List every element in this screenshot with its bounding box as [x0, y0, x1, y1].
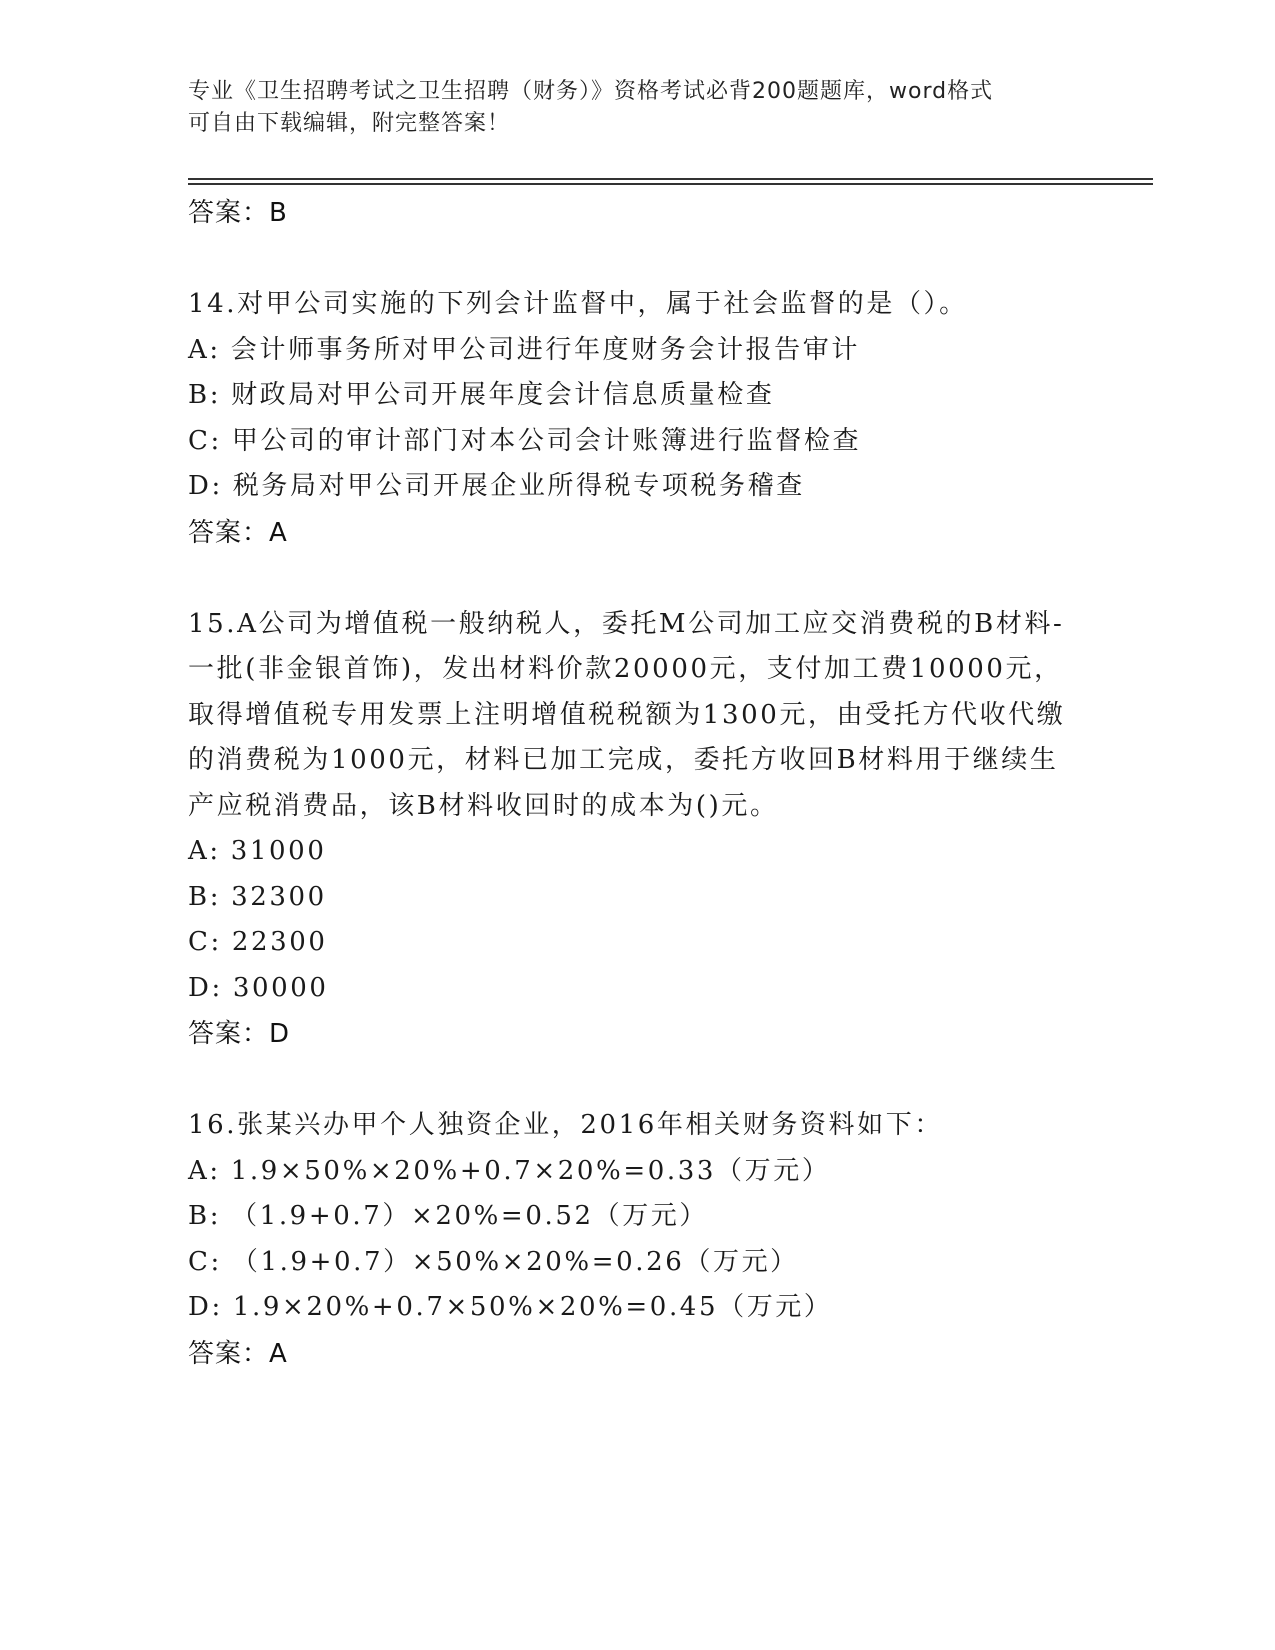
option-letter: C: [188, 1246, 222, 1277]
option-text: （1.9+0.7）×20%=0.52（万元） [231, 1201, 709, 1231]
option-letter: B: [188, 1201, 222, 1231]
header-divider-top [188, 178, 1153, 180]
option-letter: C: [188, 927, 222, 957]
option-letter: C: [188, 425, 222, 456]
spacer [188, 556, 1088, 602]
answer: 答案：A [188, 1338, 288, 1369]
option-text: 30000 [232, 972, 329, 1003]
spacer [188, 1057, 1088, 1103]
option-c [188, 1240, 1088, 1286]
option-text: （1.9+0.7）×50%×20%=0.26（万元） [231, 1246, 799, 1277]
option-letter: D: [188, 471, 223, 501]
previous-answer: 答案：B [188, 198, 288, 228]
stem-line: 的消费税为1000元，材料已加工完成，委托方收回B材料用于继续生 [188, 745, 1059, 775]
option-c [188, 920, 1088, 966]
spacer [188, 236, 1088, 282]
option-text: 22300 [231, 927, 328, 957]
option-text: 财政局对甲公司开展年度会计信息质量检查 [231, 380, 775, 410]
document-body [188, 190, 1088, 1377]
option-text: 32300 [231, 881, 327, 912]
option-letter: B: [188, 380, 222, 410]
header-line-1: 专业《卫生招聘考试之卫生招聘（财务）》资格考试必背200题题库，word格式 [188, 79, 994, 104]
option-d [188, 464, 1088, 510]
option-letter: A: [188, 836, 221, 866]
question-stem [188, 602, 1088, 830]
option-text: 31000 [230, 836, 327, 866]
stem-line: 一批(非金银首饰)，发出材料价款20000元，支付加工费10000元， [188, 654, 1063, 684]
option-a [188, 829, 1088, 875]
answer: 答案：D [188, 1019, 291, 1049]
option-d [188, 966, 1088, 1012]
option-b [188, 373, 1088, 419]
option-text: 会计师事务所对甲公司进行年度财务会计报告审计 [230, 334, 860, 365]
answer: 答案：A [188, 517, 288, 548]
stem-line: 15.A公司为增值税一般纳税人，委托M公司加工应交消费税的B材料- [188, 608, 1065, 639]
option-letter: B: [188, 881, 222, 912]
question-14 [188, 282, 1088, 556]
option-letter: A: [188, 1155, 221, 1186]
question-16 [188, 1103, 1088, 1377]
option-b [188, 875, 1088, 921]
question-15 [188, 602, 1088, 1058]
question-stem: 16.张某兴办甲个人独资企业，2016年相关财务资料如下： [188, 1110, 943, 1140]
header-line-2: 可自由下载编辑，附完整答案！ [188, 111, 511, 136]
option-text: 1.9×50%×20%+0.7×20%=0.33（万元） [230, 1155, 831, 1186]
option-b [188, 1194, 1088, 1240]
option-d [188, 1285, 1088, 1331]
option-text: 甲公司的审计部门对本公司会计账簿进行监督检查 [231, 425, 862, 456]
header-divider-bottom [188, 183, 1153, 185]
option-text: 税务局对甲公司开展企业所得税专项税务稽查 [232, 471, 805, 501]
option-a [188, 1149, 1088, 1195]
stem-line: 产应税消费品，该B材料收回时的成本为()元。 [188, 790, 779, 821]
option-text: 1.9×20%+0.7×50%×20%=0.45（万元） [232, 1292, 833, 1322]
document-header [188, 76, 1088, 140]
option-c [188, 419, 1088, 465]
stem-line: 取得增值税专用发票上注明增值税税额为1300元，由受托方代收代缴 [188, 699, 1066, 730]
option-letter: D: [188, 972, 223, 1003]
question-stem: 14.对甲公司实施的下列会计监督中，属于社会监督的是（）。 [188, 289, 968, 319]
option-a [188, 328, 1088, 374]
option-letter: D: [188, 1292, 223, 1322]
option-letter: A: [188, 334, 221, 365]
